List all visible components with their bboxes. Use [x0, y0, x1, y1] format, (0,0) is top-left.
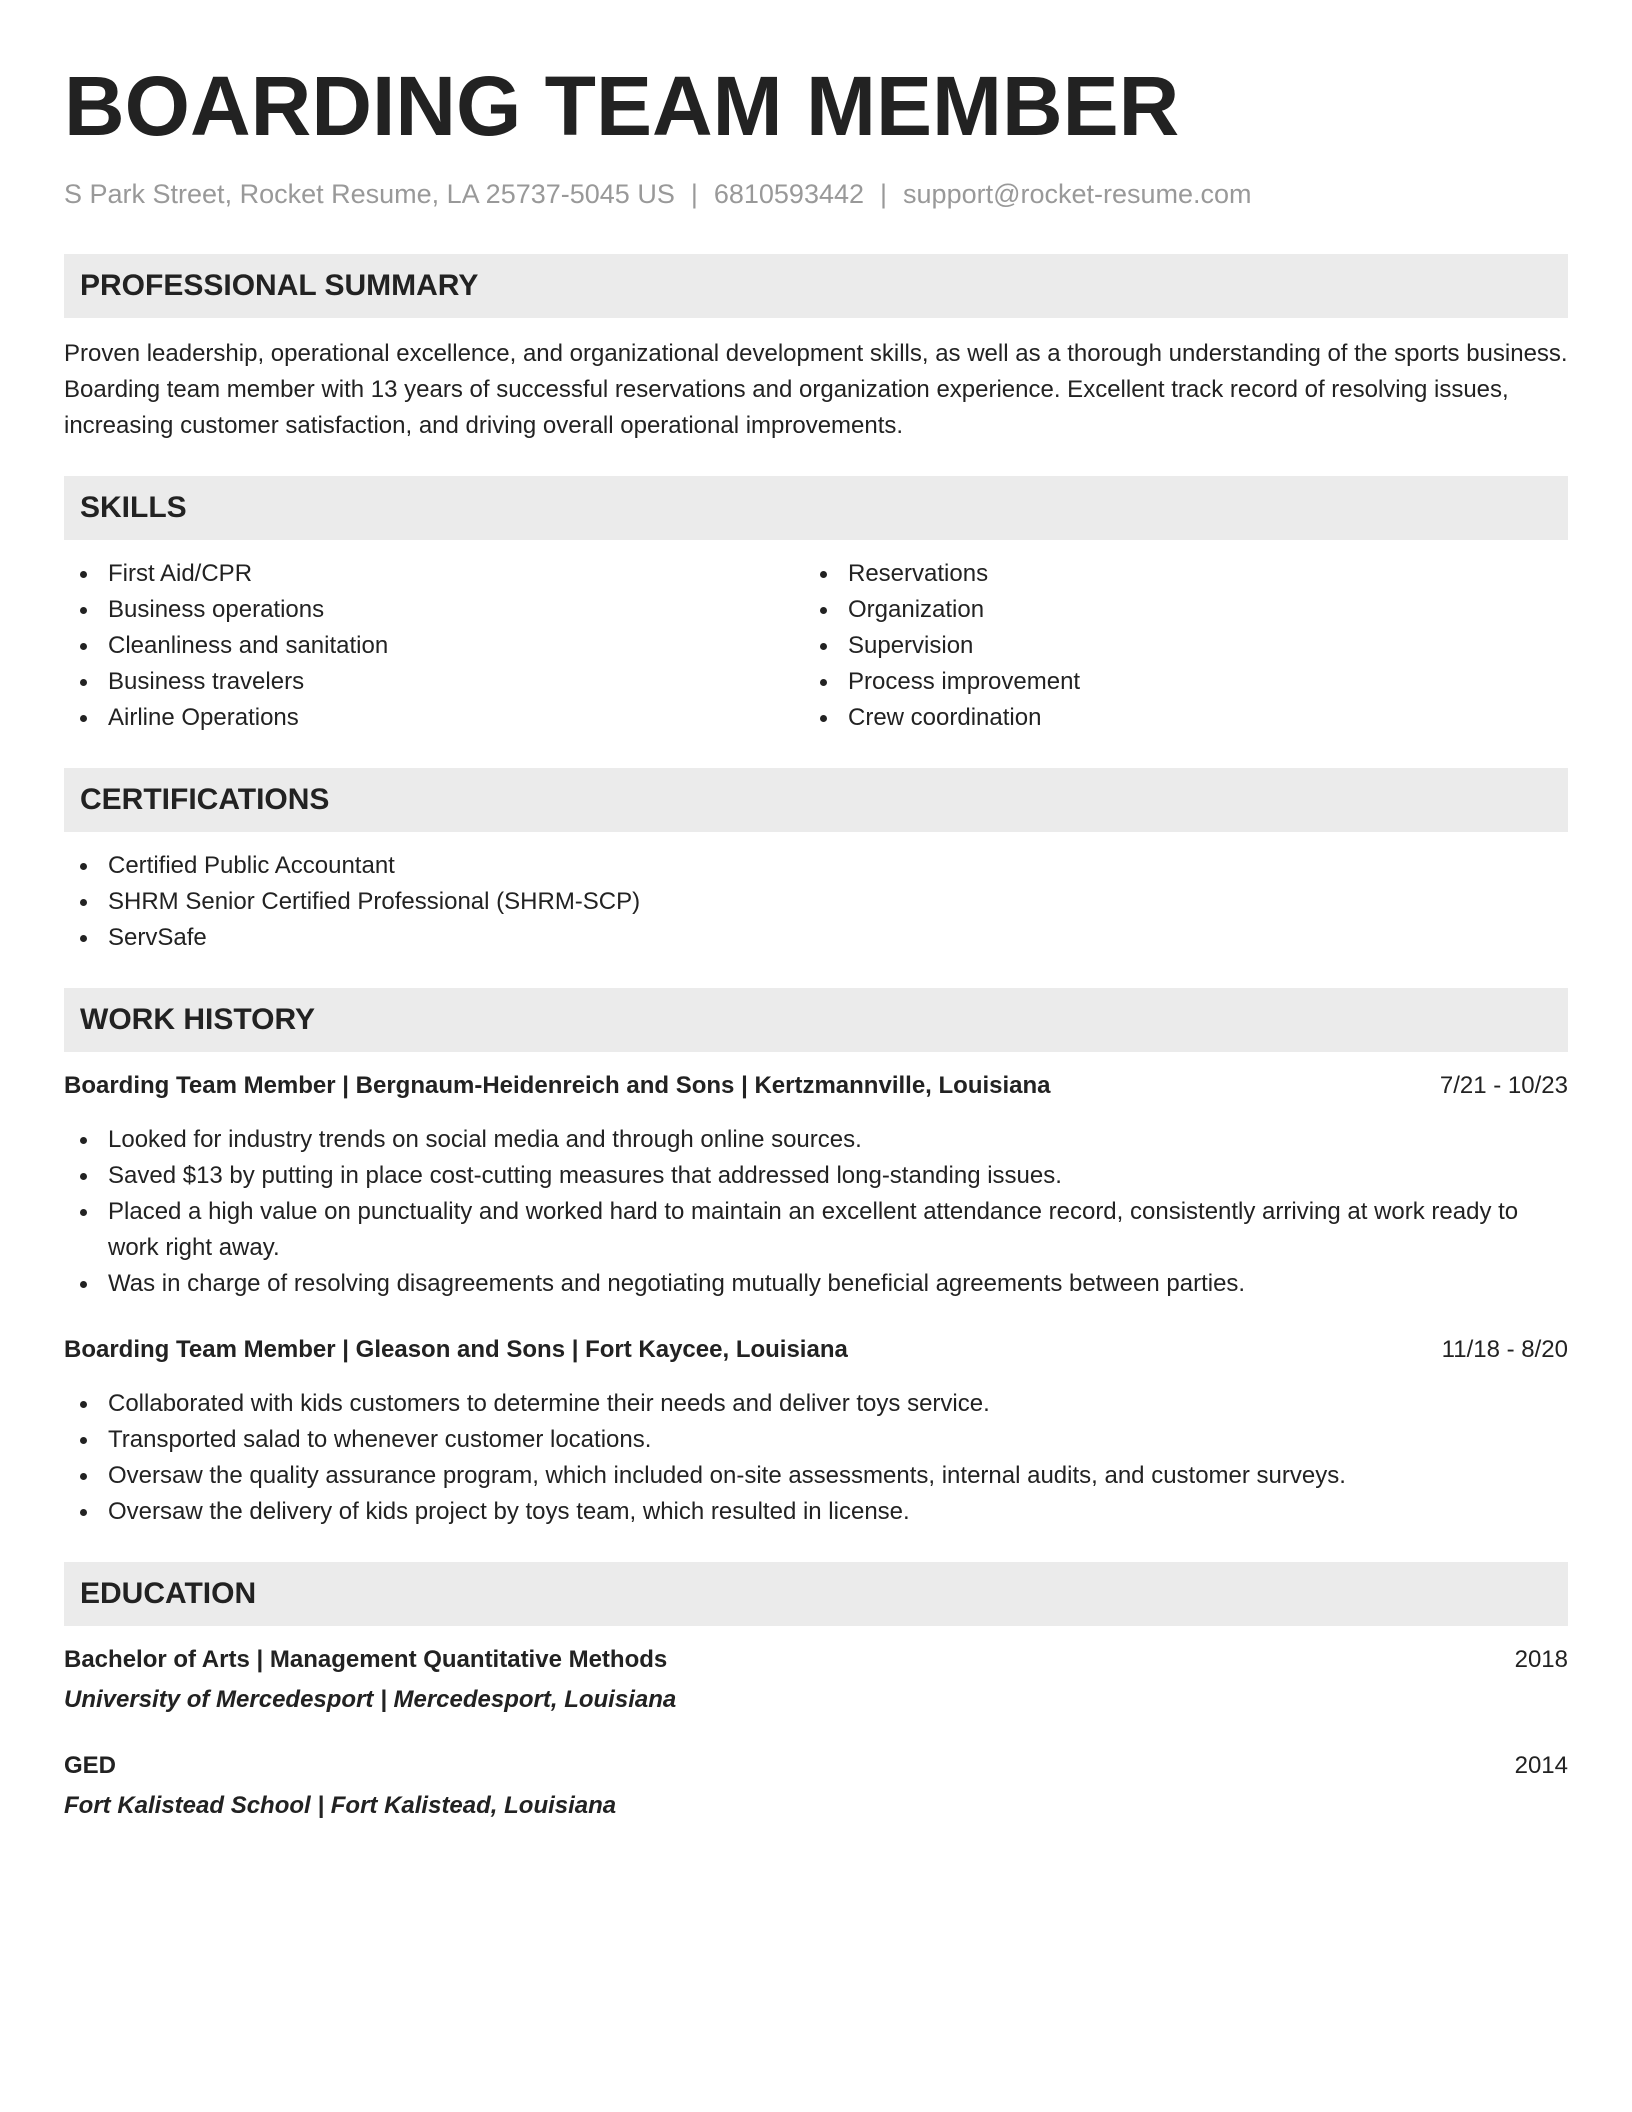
job-dates: 11/18 - 8/20 [1441, 1336, 1568, 1363]
contact-phone: 6810593442 [713, 179, 865, 209]
skills-right-list [804, 556, 1544, 736]
skill-item: Cleanliness and sanitation [64, 628, 804, 664]
contact-line [64, 176, 1568, 212]
job-title: Boarding Team Member | Bergnaum-Heidenreich and Sons | Kertzmannville, Louisiana [64, 1072, 1051, 1099]
education-year: 2014 [1514, 1752, 1568, 1779]
contact-separator: | [690, 179, 698, 209]
education-header [64, 1642, 1568, 1678]
skill-item: Supervision [804, 628, 1544, 664]
education-school: Fort Kalistead School | Fort Kalistead, Louisiana [64, 1792, 617, 1819]
skills-grid [64, 556, 1568, 736]
job-bullet: Collaborated with kids customers to determine their needs and deliver toys service. [64, 1386, 1568, 1422]
work-section [64, 988, 1568, 1530]
skill-item: Airline Operations [64, 700, 804, 736]
education-degree: Bachelor of Arts | Management Quantitative Methods [64, 1646, 668, 1673]
job-bullet: Transported salad to whenever customer locations. [64, 1422, 1568, 1458]
job-title: Boarding Team Member | Gleason and Sons | Fort Kaycee, Louisiana [64, 1336, 848, 1363]
contact-email: support@rocket-resume.com [903, 179, 1252, 209]
certification-item: Certified Public Accountant [64, 848, 1568, 884]
certifications-heading: CERTIFICATIONS [64, 768, 1568, 832]
skill-item: Business operations [64, 592, 804, 628]
certifications-section [64, 768, 1568, 956]
summary-heading: PROFESSIONAL SUMMARY [64, 254, 1568, 318]
contact-address: S Park Street, Rocket Resume, LA 25737-5045 US [64, 179, 675, 209]
job-entry [64, 1332, 1568, 1530]
work-heading: WORK HISTORY [64, 988, 1568, 1052]
job-bullet: Oversaw the delivery of kids project by toys team, which resulted in license. [64, 1494, 1568, 1530]
job-bullet: Oversaw the quality assurance program, which included on-site assessments, internal audits, and customer surveys. [64, 1458, 1568, 1494]
job-bullet: Looked for industry trends on social media and through online sources. [64, 1122, 1568, 1158]
education-degree: GED [64, 1752, 117, 1779]
skill-item: Process improvement [804, 664, 1544, 700]
skill-item: Crew coordination [804, 700, 1544, 736]
skills-section [64, 476, 1568, 736]
summary-text: Proven leadership, operational excellence, and organizational development skills, as well as a thorough understanding of the sports business. Boarding team member with 13 years of successful reservations and organization experience. Excellent track record of resolving issues, increasing customer satisfaction, and driving overall operational improvements. [64, 340, 1568, 439]
job-header [64, 1068, 1568, 1104]
skills-left-list [64, 556, 804, 736]
job-bullet: Placed a high value on punctuality and worked hard to maintain an excellent attendance record, consistently arriving at work ready to work right away. [64, 1194, 1568, 1266]
job-bullets [64, 1386, 1568, 1530]
education-school: University of Mercedesport | Mercedesport, Louisiana [64, 1686, 677, 1713]
job-dates: 7/21 - 10/23 [1439, 1072, 1568, 1099]
resume-name: BOARDING TEAM MEMBER [64, 59, 1180, 153]
education-entry [64, 1748, 1568, 1824]
skill-item: Reservations [804, 556, 1544, 592]
certifications-list [64, 848, 1568, 956]
education-section [64, 1562, 1568, 1824]
skill-item: First Aid/CPR [64, 556, 804, 592]
job-bullet: Was in charge of resolving disagreements and negotiating mutually beneficial agreements between parties. [64, 1266, 1568, 1302]
education-entry [64, 1642, 1568, 1718]
skill-item: Organization [804, 592, 1544, 628]
job-bullets [64, 1122, 1568, 1302]
job-header [64, 1332, 1568, 1368]
contact-separator: | [880, 179, 888, 209]
job-bullet: Saved $13 by putting in place cost-cutting measures that addressed long-standing issues. [64, 1158, 1568, 1194]
certification-item: ServSafe [64, 920, 1568, 956]
education-heading: EDUCATION [64, 1562, 1568, 1626]
job-entry [64, 1068, 1568, 1302]
skills-heading: SKILLS [64, 476, 1568, 540]
summary-section [64, 254, 1568, 444]
skill-item: Business travelers [64, 664, 804, 700]
certification-item: SHRM Senior Certified Professional (SHRM-SCP) [64, 884, 1568, 920]
education-header [64, 1748, 1568, 1784]
education-year: 2018 [1514, 1646, 1568, 1673]
